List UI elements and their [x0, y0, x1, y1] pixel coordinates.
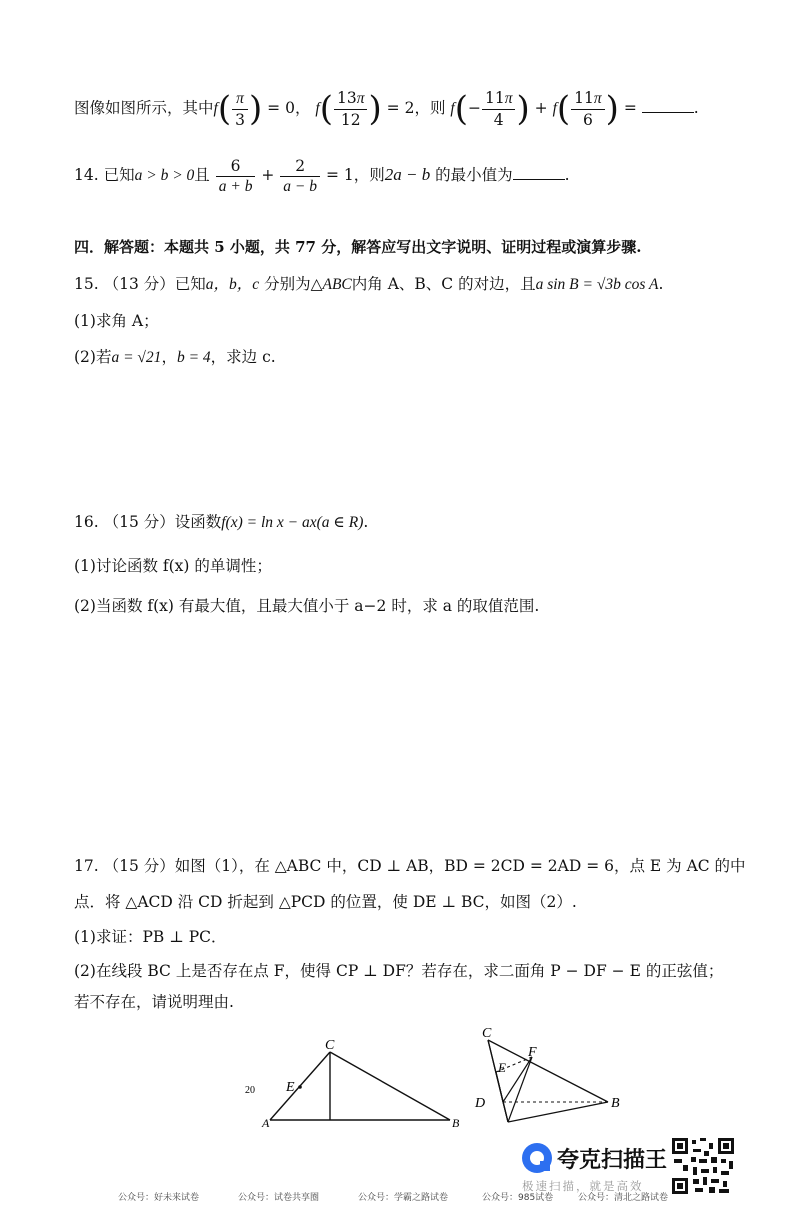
fraction-6-a-plus-b: $\frac{6}{a + b}$: [216, 156, 256, 197]
label-E: E: [286, 1080, 295, 1095]
footer-item: 公众号：985试卷: [482, 1193, 554, 1203]
figure-1-triangle: [240, 1035, 480, 1130]
fraction-11pi-6: $\frac{11\pi}{6}$: [571, 88, 605, 130]
q17-part2a: (2)在线段 BC 上是否存在点 F，使得 CP ⊥ DF？若存在，求二面角 P − DF − E 的正弦值；: [74, 962, 724, 980]
footer-item: 公众号：好未来试卷: [118, 1193, 200, 1203]
q16-head: 16. （15 分）设函数f(x) = ln x − ax(a ∈ R).: [74, 513, 369, 531]
q13-prefix: 图像如图所示，其中: [74, 99, 214, 117]
label-B: B: [452, 1116, 460, 1130]
answer-blank-14[interactable]: [513, 165, 565, 180]
label-A: A: [262, 1116, 270, 1130]
q17-part2b: 若不存在，请说明理由.: [74, 993, 234, 1011]
figure-2-tetrahedron: [470, 1022, 630, 1127]
section-title: 四．解答题：本题共 5 小题，共 77 分，解答应写出文字说明、证明过程或演算步骤.: [74, 238, 642, 256]
q16-part2: (2)当函数 f(x) 有最大值，且最大值小于 a−2 时，求 a 的取值范围.: [74, 597, 540, 615]
answer-blank-13[interactable]: [642, 98, 694, 113]
footer-item: 公众号：学霸之路试卷: [358, 1193, 449, 1203]
q14-line: 14. 已知a > b > 0且 $\frac{6}{a + b}$ + $\frac{2}{a - b}$ = 1，则2a − b 的最小值为 .: [74, 156, 570, 195]
brand-slogan: 极速扫描，就是高效: [522, 1179, 644, 1193]
q17-line2: 点．将 △ACD 沿 CD 折起到 △PCD 的位置，使 DE ⊥ BC，如图（2）.: [74, 893, 577, 911]
label-B2: B: [611, 1096, 620, 1111]
qr-code-icon: [671, 1137, 735, 1195]
label-D2: D: [475, 1096, 486, 1111]
label-F2: F: [528, 1045, 537, 1060]
q17-part1: (1)求证：PB ⊥ PC．: [74, 928, 227, 946]
q15-part2: (2)若a = √21，b = 4，求边 c.: [74, 348, 276, 366]
q16-part1: (1)讨论函数 f(x) 的单调性；: [74, 557, 272, 575]
quark-logo-icon: [520, 1141, 554, 1175]
q15-head: 15. （13 分）已知a，b，c 分别为△ABC内角 A、B、C 的对边，且a sin B = √3b cos A.: [74, 275, 664, 293]
footer-item: 公众号：清北之路试卷: [578, 1193, 669, 1203]
label-E2: E: [498, 1060, 506, 1075]
q17-line1: 17. （15 分）如图（1），在 △ABC 中，CD ⊥ AB，BD = 2CD = 2AD = 6，点 E 为 AC 的中: [74, 857, 746, 875]
label-C2: C: [482, 1026, 492, 1041]
fraction-2-a-minus-b: $\frac{2}{a - b}$: [280, 156, 320, 197]
brand-name: 夸克扫描王: [557, 1148, 668, 1173]
footer-item: 公众号：试卷共享圈: [238, 1193, 320, 1203]
fraction-11pi-4: $\frac{11\pi}{4}$: [482, 88, 516, 130]
fraction-pi-3: $\frac{\pi}{3}$: [232, 89, 248, 130]
label-num: 20: [245, 1085, 255, 1096]
q13-line: 图像如图所示，其中f( $\frac{\pi}{3}$ ) = 0， f( $\frac{13\pi}{12}$ ) = 2，则 f(− $\frac{11\pi}{4}$ ) + f( $\frac{11\pi}{6}$ ) = .: [74, 89, 699, 129]
label-C: C: [325, 1038, 335, 1053]
q15-part1: (1)求角 A；: [74, 312, 159, 330]
fraction-13pi-12: $\frac{13\pi}{12}$: [334, 88, 368, 130]
